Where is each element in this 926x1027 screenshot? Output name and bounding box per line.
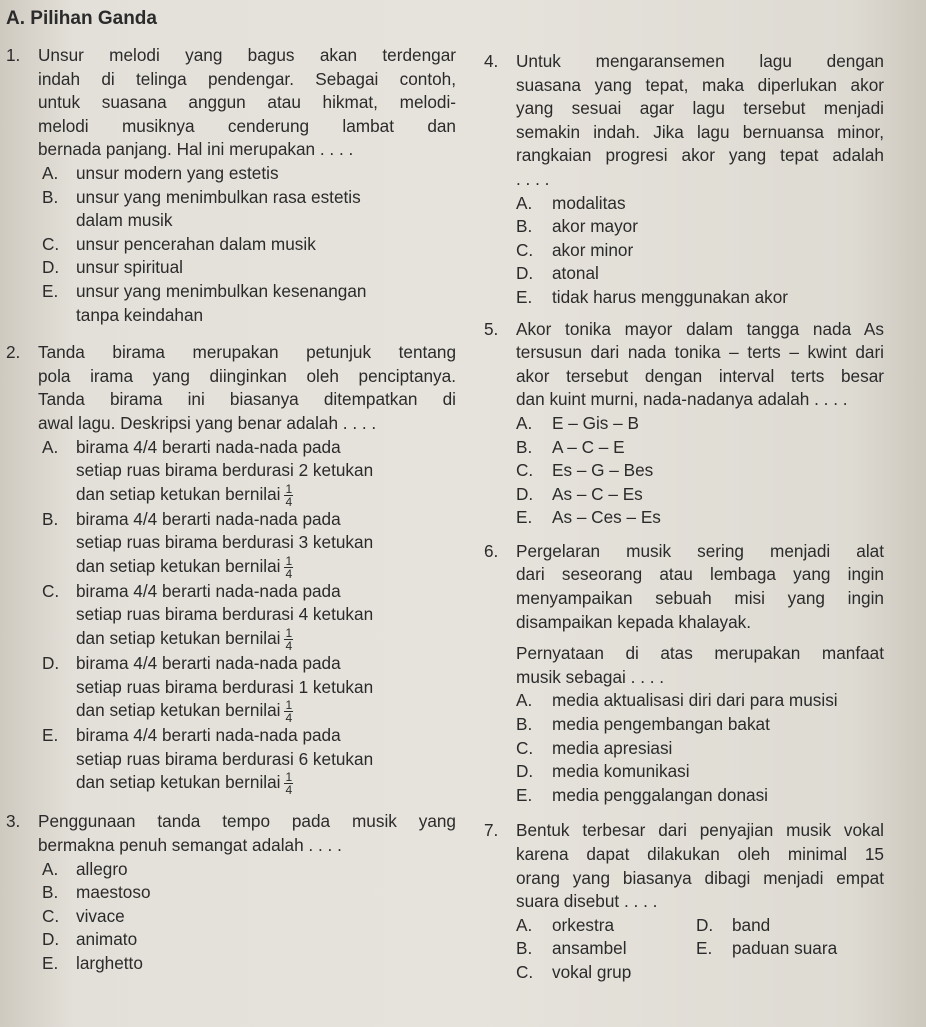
question-text: semakin indah. Jika lagu bernuansa minor,	[516, 121, 884, 142]
option-text: birama 4/4 berarti nada-nada pada	[76, 725, 341, 746]
option-text: maestoso	[76, 882, 151, 903]
option-c[interactable]	[6, 580, 456, 652]
option-e[interactable]	[6, 952, 456, 976]
option-text: unsur yang menimbulkan rasa estetis	[76, 186, 361, 207]
option-letter: D.	[42, 653, 60, 674]
option-text: dan setiap ketukan bernilai	[76, 555, 281, 576]
question-text: Bentuk terbesar dari penyajian musik vokal	[516, 820, 884, 841]
fraction: $\frac{1}{4}$	[285, 770, 293, 798]
question-text: bermakna penuh semangat adalah . . . .	[38, 835, 342, 856]
option-letter: A.	[42, 436, 59, 457]
option-text: media pengembangan bakat	[552, 714, 770, 735]
question-text: indah di telinga pendengar. Sebagai contoh,	[38, 68, 456, 89]
option-letter: D.	[42, 929, 60, 950]
option-text: setiap ruas birama berdurasi 3 ketukan	[76, 532, 374, 553]
section-title: A. Pilihan Ganda	[6, 8, 157, 29]
question-number: 7.	[484, 820, 499, 841]
option-text: akor mayor	[552, 216, 638, 237]
option-letter: E.	[42, 953, 59, 973]
question-text: orang yang biasanya dibagi menjadi empat	[516, 867, 884, 888]
fraction: $\frac{1}{4}$	[285, 626, 293, 654]
question-number: 3.	[6, 811, 21, 832]
option-d[interactable]	[6, 928, 456, 952]
question-text: suasana yang tepat, maka diperlukan akor	[516, 74, 884, 95]
option-a[interactable]	[516, 412, 884, 436]
question-text: tersusun dari nada tonika – terts – kwint dari	[516, 342, 884, 363]
fraction: $\frac{1}{4}$	[285, 698, 293, 726]
question-text: yang sesuai agar lagu tersebut menjadi	[516, 98, 884, 119]
option-letter: B.	[516, 436, 533, 457]
option-text: As – Ces – Es	[552, 507, 661, 528]
option-text: media komunikasi	[552, 761, 690, 782]
option-d[interactable]	[516, 483, 884, 507]
option-letter: A.	[42, 162, 59, 183]
option-text: animato	[76, 929, 138, 950]
option-d[interactable]	[6, 256, 456, 280]
option-letter: A.	[42, 858, 59, 879]
question-text: suara disebut . . . .	[516, 891, 658, 912]
left-column	[6, 44, 456, 976]
option-c[interactable]	[516, 961, 696, 985]
question-text: musik sebagai . . . .	[516, 666, 665, 687]
question-3	[6, 810, 456, 857]
question-text: bernada panjang. Hal ini merupakan . . . .	[38, 139, 354, 160]
option-text: dan setiap ketukan bernilai	[76, 628, 281, 649]
option-text: As – C – Es	[552, 483, 643, 504]
option-c[interactable]	[516, 737, 884, 761]
option-letter: B.	[42, 186, 59, 207]
option-letter: D.	[42, 257, 60, 278]
option-text: media apresiasi	[552, 737, 673, 758]
option-letter: B.	[516, 714, 533, 735]
option-letter: D.	[516, 761, 534, 782]
option-text: dan setiap ketukan bernilai	[76, 483, 281, 504]
option-text: media aktualisasi diri dari para musisi	[552, 690, 838, 711]
option-text: vivace	[76, 905, 125, 926]
question-text: karena dapat dilakukan oleh minimal 15	[516, 844, 884, 864]
option-text: E – Gis – B	[552, 412, 639, 433]
question-2	[6, 341, 456, 435]
option-text: birama 4/4 berarti nada-nada pada	[76, 580, 341, 601]
option-text: unsur pencerahan dalam musik	[76, 233, 316, 254]
option-letter: E.	[516, 784, 533, 805]
option-letter: C.	[42, 905, 60, 926]
option-text: Es – G – Bes	[552, 460, 654, 481]
option-letter: C.	[516, 460, 534, 481]
option-letter: E.	[516, 507, 533, 528]
option-text: atonal	[552, 263, 599, 284]
option-letter: A.	[516, 412, 533, 433]
question-text: . . . .	[516, 168, 550, 189]
option-text: media penggalangan donasi	[552, 784, 768, 805]
question-text: Akor tonika mayor dalam tangga nada As	[516, 318, 884, 339]
question-text: dari seseorang atau lembaga yang ingin	[516, 564, 884, 585]
option-text: allegro	[76, 858, 128, 879]
option-a[interactable]	[6, 858, 456, 882]
option-text: setiap ruas birama berdurasi 4 ketukan	[76, 604, 374, 625]
question-number: 6.	[484, 540, 499, 561]
question-text: dan kuint murni, nada-nadanya adalah . . . .	[516, 389, 848, 410]
option-text: unsur spiritual	[76, 257, 183, 278]
option-letter: A.	[516, 192, 533, 213]
question-text: disampaikan kepada khalayak.	[516, 611, 752, 632]
option-e[interactable]	[6, 280, 456, 327]
option-c[interactable]	[516, 459, 884, 483]
right-column	[484, 50, 884, 985]
option-text: birama 4/4 berarti nada-nada pada	[76, 653, 341, 674]
option-text: tidak harus menggunakan akor	[552, 286, 789, 307]
option-letter: B.	[516, 938, 533, 959]
option-e[interactable]	[516, 506, 884, 530]
option-d[interactable]	[6, 652, 456, 724]
question-1	[6, 44, 456, 162]
option-text: vokal grup	[552, 961, 632, 982]
option-letter: E.	[42, 280, 59, 301]
option-letter: C.	[42, 580, 60, 601]
option-b[interactable]	[6, 186, 456, 233]
question-number: 1.	[6, 45, 21, 65]
option-b[interactable]	[516, 436, 884, 460]
question-text: Unsur melodi yang bagus akan terdengar	[38, 45, 456, 65]
question-text: Untuk mengaransemen lagu dengan	[516, 51, 884, 71]
option-e[interactable]	[696, 937, 876, 961]
option-a[interactable]	[516, 689, 884, 713]
option-c[interactable]	[6, 233, 456, 257]
option-a[interactable]	[6, 162, 456, 186]
option-b[interactable]	[516, 215, 884, 239]
option-b[interactable]	[516, 937, 696, 961]
question-number: 2.	[6, 342, 21, 363]
option-text: tanpa keindahan	[76, 304, 204, 325]
option-letter: D.	[516, 483, 534, 504]
option-a[interactable]	[516, 914, 696, 938]
option-letter: B.	[42, 882, 59, 903]
option-text: band	[732, 914, 771, 935]
option-text: akor minor	[552, 239, 634, 260]
option-d[interactable]	[516, 760, 884, 784]
question-text: Pergelaran musik sering menjadi alat	[516, 540, 884, 561]
question-text: melodi musiknya cenderung lambat dan	[38, 115, 456, 136]
option-d[interactable]	[516, 262, 884, 286]
option-b[interactable]	[516, 713, 884, 737]
option-letter: C.	[516, 239, 534, 260]
option-letter: B.	[516, 216, 533, 237]
option-letter: D.	[516, 263, 534, 284]
option-e[interactable]	[516, 286, 884, 310]
option-text: paduan suara	[732, 938, 838, 959]
question-number: 5.	[484, 318, 499, 339]
question-number: 4.	[484, 51, 499, 71]
option-a[interactable]	[6, 436, 456, 508]
option-text: setiap ruas birama berdurasi 2 ketukan	[76, 460, 374, 481]
question-text: awal lagu. Deskripsi yang benar adalah . . . .	[38, 412, 377, 433]
question-text: Tanda birama merupakan petunjuk tentang	[38, 342, 456, 363]
option-letter: D.	[696, 914, 714, 935]
option-text: birama 4/4 berarti nada-nada pada	[76, 436, 341, 457]
fraction: $\frac{1}{4}$	[285, 481, 293, 509]
option-letter: B.	[42, 508, 59, 529]
option-text: setiap ruas birama berdurasi 6 ketukan	[76, 748, 374, 769]
question-text: akor tersebut dengan interval terts besar	[516, 365, 884, 386]
question-text: Penggunaan tanda tempo pada musik yang	[38, 811, 456, 832]
option-b[interactable]	[6, 508, 456, 580]
option-letter: E.	[42, 725, 59, 746]
question-text: Pernyataan di atas merupakan manfaat	[516, 643, 884, 664]
option-b[interactable]	[6, 881, 456, 905]
option-e[interactable]	[6, 724, 456, 796]
question-7	[484, 819, 884, 913]
option-letter: A.	[516, 914, 533, 935]
question-text: menyampaikan sebuah misi yang ingin	[516, 588, 884, 609]
option-letter: C.	[42, 233, 60, 254]
option-d[interactable]	[696, 914, 876, 938]
option-letter: C.	[516, 737, 534, 758]
option-e[interactable]	[516, 784, 884, 808]
question-text: untuk suasana anggun atau hikmat, melodi-	[38, 92, 456, 113]
option-text: setiap ruas birama berdurasi 1 ketukan	[76, 676, 374, 697]
option-letter: A.	[516, 690, 533, 711]
option-c[interactable]	[516, 239, 884, 263]
fraction: $\frac{1}{4}$	[285, 553, 293, 581]
option-text: A – C – E	[552, 436, 625, 457]
question-5	[484, 318, 884, 412]
option-text: unsur yang menimbulkan kesenangan	[76, 280, 367, 301]
option-text: orkestra	[552, 914, 615, 935]
option-text: birama 4/4 berarti nada-nada pada	[76, 508, 341, 529]
option-text: ansambel	[552, 938, 627, 959]
option-text: unsur modern yang estetis	[76, 162, 279, 183]
option-letter: C.	[516, 961, 534, 982]
question-text: Tanda birama ini biasanya ditempatkan di	[38, 389, 456, 410]
option-text: larghetto	[76, 953, 143, 973]
option-text: dalam musik	[76, 210, 173, 231]
option-text: modalitas	[552, 192, 626, 213]
option-text: dan setiap ketukan bernilai	[76, 700, 281, 721]
question-4	[484, 50, 884, 192]
option-text: dan setiap ketukan bernilai	[76, 772, 281, 793]
option-a[interactable]	[516, 192, 884, 216]
question-6	[484, 540, 884, 690]
option-c[interactable]	[6, 905, 456, 929]
question-text: rangkaian progresi akor yang tepat adalah	[516, 145, 884, 166]
option-letter: E.	[696, 938, 713, 959]
option-letter: E.	[516, 286, 533, 307]
question-text: pola irama yang diinginkan oleh penciptanya.	[38, 365, 456, 386]
